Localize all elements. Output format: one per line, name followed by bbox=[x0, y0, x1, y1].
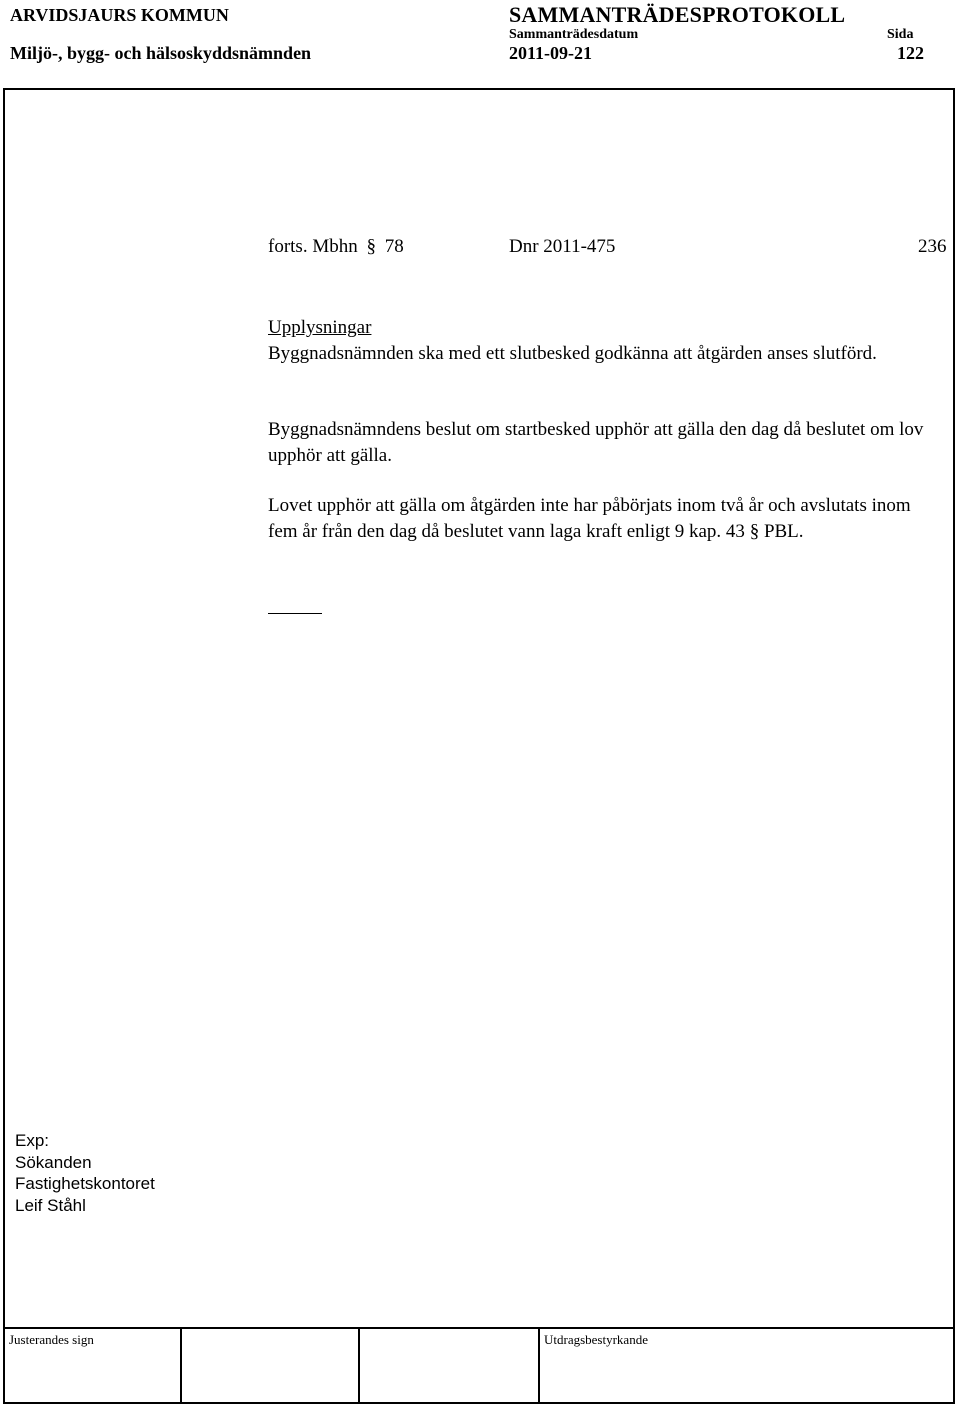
section-reference bbox=[268, 236, 404, 258]
date-label: Sammanträdesdatum bbox=[509, 27, 639, 42]
section-heading: Upplysningar bbox=[268, 317, 372, 338]
paragraph: Byggnadsnämnden ska med ett slutbesked godkänna att åtgärden anses slutförd. bbox=[268, 343, 877, 364]
footer-column-divider bbox=[358, 1327, 360, 1404]
document-type: SAMMANTRÄDESPROTOKOLL bbox=[509, 2, 846, 27]
board-name: Miljö-, bygg- och hälsoskyddsnämnden bbox=[10, 43, 312, 63]
section-symbol: § bbox=[366, 236, 376, 257]
meeting-date: 2011-09-21 bbox=[509, 43, 592, 63]
continuation-label: forts. Mbhn bbox=[268, 236, 358, 257]
end-rule bbox=[268, 613, 322, 614]
footer-divider bbox=[3, 1327, 955, 1329]
signature-label: Justerandes sign bbox=[9, 1332, 94, 1347]
dnr: Dnr 2011-475 bbox=[509, 236, 616, 257]
paragraph-text: PBL. bbox=[763, 521, 804, 542]
page-label: Sida bbox=[887, 27, 914, 42]
extract-label: Utdragsbestyrkande bbox=[544, 1332, 648, 1347]
footer-column-divider bbox=[180, 1327, 182, 1404]
paragraph bbox=[268, 493, 928, 545]
section-number: 78 bbox=[384, 236, 404, 257]
distribution-label: Exp: bbox=[15, 1131, 50, 1150]
footer-column-divider bbox=[538, 1327, 540, 1404]
section-symbol: § bbox=[749, 521, 760, 542]
paragraph: Byggnadsnämndens beslut om startbesked upphör att gälla den dag då beslutet om lov upphör att gälla. bbox=[268, 419, 924, 466]
distribution-recipient: Leif Ståhl bbox=[15, 1195, 86, 1215]
distribution-recipient: Sökanden bbox=[15, 1152, 92, 1172]
case-number: 236 bbox=[918, 236, 947, 257]
organization-name: ARVIDSJAURS KOMMUN bbox=[10, 5, 229, 25]
paragraph-text: Lovet upphör att gälla om åtgärden inte har påbörjats inom två år och avslutats inom fem år från den dag då beslutet vann laga kraft enligt 9 kap. 43 bbox=[268, 495, 911, 542]
page-number: 122 bbox=[897, 43, 924, 63]
distribution-list bbox=[15, 1130, 155, 1216]
information-section bbox=[268, 315, 928, 367]
distribution-recipient: Fastighetskontoret bbox=[15, 1174, 155, 1193]
